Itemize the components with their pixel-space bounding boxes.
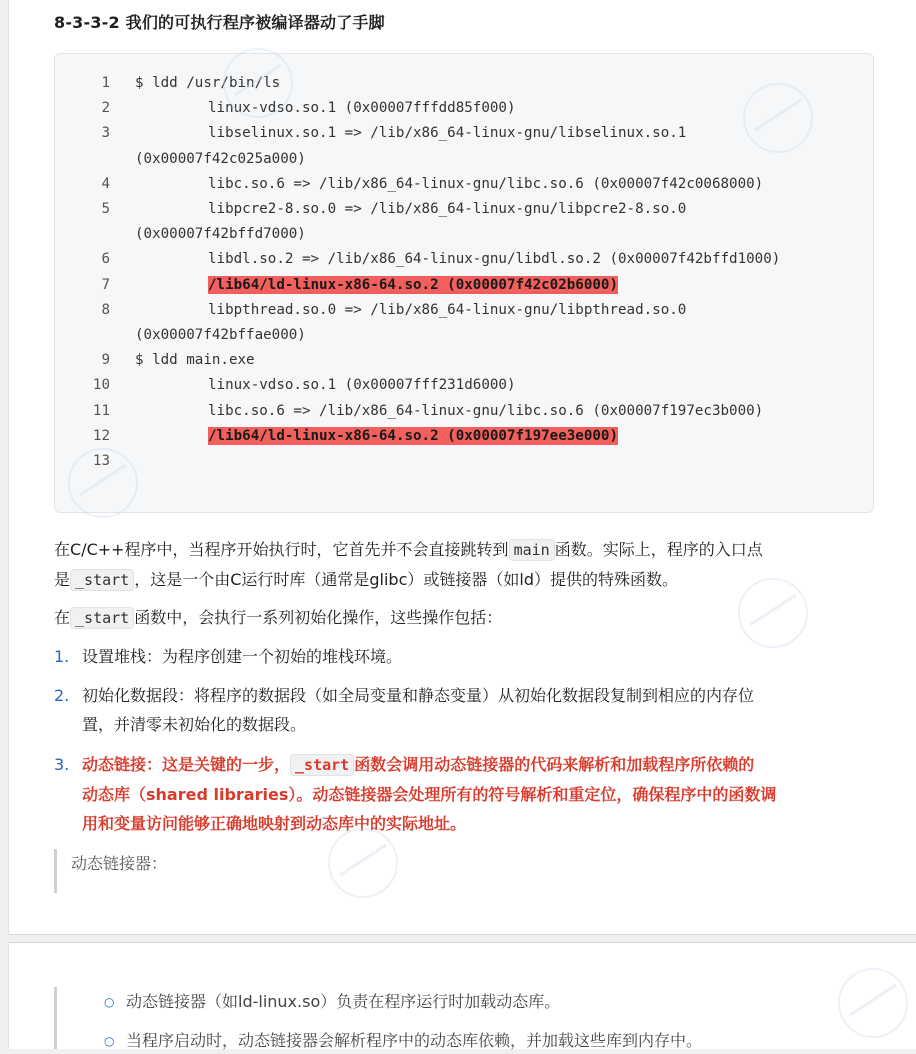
list-item-line: 动态库（shared libraries）。动态链接器会处理所有的符号解析和重定位，确保程序中的函数调 [82, 785, 777, 804]
line-number: 8 [101, 301, 110, 318]
para1-text-c: 是 [54, 570, 71, 589]
code-line [55, 298, 855, 323]
list-item-line: 初始化数据段：将程序的数据段（如全局变量和静态变量）从初始化数据段复制到相应的内存位 [82, 686, 755, 705]
code-text-highlighted [208, 273, 618, 298]
code-content: /lib64/ld-linux-x86-64.so.2 (0x00007f42c02b6000) [208, 276, 618, 293]
paragraph-start-init [54, 603, 884, 633]
code-text [135, 147, 306, 172]
bullet-dot-icon: ○ [104, 1034, 115, 1048]
code-content: libpthread.so.0 => /lib/x86_64-linux-gnu/libpthread.so.0 [208, 301, 687, 318]
list-number: 3. [54, 755, 70, 774]
code-content: linux-vdso.so.1 (0x00007fff231d6000) [208, 377, 516, 394]
list-item-text [82, 681, 872, 739]
code-line [55, 247, 855, 272]
section-heading: 8-3-3-2 我们的可执行程序被编译器动了手脚 [54, 13, 385, 32]
code-content: $ ldd main.exe [135, 352, 255, 369]
line-number: 7 [101, 276, 110, 293]
code-line [55, 96, 855, 121]
document-page [8, 0, 916, 935]
code-text [208, 399, 763, 424]
code-text [208, 96, 516, 121]
list-item-text-b: 函数会调用动态链接器的代码来解析和加载程序所依赖的 [354, 755, 755, 774]
code-text [135, 348, 255, 373]
code-text-highlighted [208, 424, 618, 449]
line-number: 9 [101, 352, 110, 369]
para1-text-a: 在C/C++程序中，当程序开始执行时，它首先并不会直接跳转到 [54, 540, 509, 559]
bullet-text: 当程序启动时，动态链接器会解析程序中的动态库依赖，并加载这些库到内存中。 [126, 1031, 703, 1050]
code-content: linux-vdso.so.1 (0x00007fffdd85f000) [208, 100, 516, 117]
inline-code-start: _start [70, 607, 134, 629]
code-text [208, 121, 686, 146]
code-line [55, 348, 855, 373]
list-item-line: 置，并清零未初始化的数据段。 [82, 715, 307, 734]
bullet-text: 动态链接器（如ld-linux.so）负责在程序运行时加载动态库。 [126, 992, 561, 1011]
line-number: 5 [101, 201, 110, 217]
code-content: /lib64/ld-linux-x86-64.so.2 (0x00007f197ee3e000) [208, 427, 618, 444]
inline-code-start: _start [70, 569, 134, 591]
line-number: 12 [92, 427, 110, 444]
code-text [208, 373, 516, 398]
code-content: libdl.so.2 => /lib/x86_64-linux-gnu/libdl.so.2 (0x00007f42bffd1000) [208, 251, 781, 268]
list-item-text: 设置堆栈：为程序创建一个初始的堆栈环境。 [82, 647, 403, 666]
code-text [135, 323, 306, 348]
code-text [135, 71, 280, 96]
code-line [55, 449, 855, 474]
code-content: (0x00007f42bffd7000) [135, 226, 306, 243]
code-line [55, 121, 855, 146]
code-line [55, 222, 855, 247]
line-number: 13 [92, 453, 110, 469]
code-content: libpcre2-8.so.0 => /lib/x86_64-linux-gnu/libpcre2-8.so.0 [208, 201, 687, 217]
code-content: libc.so.6 => /lib/x86_64-linux-gnu/libc.so.6 (0x00007f42c0068000) [208, 175, 764, 192]
code-line [55, 197, 855, 222]
blockquote-bar [54, 849, 57, 893]
inline-code-start: _start [290, 754, 354, 776]
code-line [55, 399, 855, 424]
line-number: 2 [101, 100, 110, 117]
para2-text-a: 在 [54, 608, 71, 627]
code-line [55, 323, 855, 348]
code-text [208, 298, 686, 323]
line-number: 3 [101, 125, 110, 142]
code-content: (0x00007f42bffae000) [135, 327, 306, 343]
code-line [55, 424, 855, 449]
code-text [208, 247, 780, 272]
paragraph-entry-point [54, 535, 884, 595]
code-line [55, 273, 855, 298]
code-line [55, 373, 855, 398]
inline-code-main: main [509, 539, 555, 561]
line-number: 1 [101, 75, 110, 91]
code-block [54, 53, 874, 513]
list-number: 1. [54, 647, 70, 666]
blockquote-text: 动态链接器： [71, 854, 168, 873]
code-text [208, 197, 686, 222]
para1-text-d: ，这是一个由C运行时库（通常是glibc）或链接器（如ld）提供的特殊函数。 [134, 570, 678, 589]
code-content: (0x00007f42c025a000) [135, 150, 306, 167]
list-item-text-a: 动态链接：这是关键的一步， [82, 755, 291, 774]
line-number: 10 [92, 377, 110, 394]
code-text [208, 172, 763, 197]
code-content: libc.so.6 => /lib/x86_64-linux-gnu/libc.so.6 (0x00007f197ec3b000) [208, 402, 764, 419]
code-line [55, 147, 855, 172]
list-item-text [82, 750, 872, 838]
code-line [55, 71, 855, 96]
para2-text-b: 函数中，会执行一系列初始化操作，这些操作包括： [134, 608, 503, 627]
para1-text-b: 函数。实际上，程序的入口点 [554, 540, 763, 559]
code-content: libselinux.so.1 => /lib/x86_64-linux-gnu/libselinux.so.1 [208, 125, 687, 142]
line-number: 6 [101, 251, 110, 268]
line-number: 11 [92, 402, 110, 419]
code-text [135, 222, 306, 247]
blockquote-bar [54, 987, 57, 1049]
code-line [55, 172, 855, 197]
bullet-dot-icon: ○ [104, 995, 115, 1009]
document-page-continued [8, 942, 916, 1049]
line-number: 4 [101, 175, 110, 192]
list-item-line: 用和变量访问能够正确地映射到动态库中的实际地址。 [82, 814, 467, 833]
list-number: 2. [54, 686, 70, 705]
code-content: $ ldd /usr/bin/ls [135, 75, 281, 91]
